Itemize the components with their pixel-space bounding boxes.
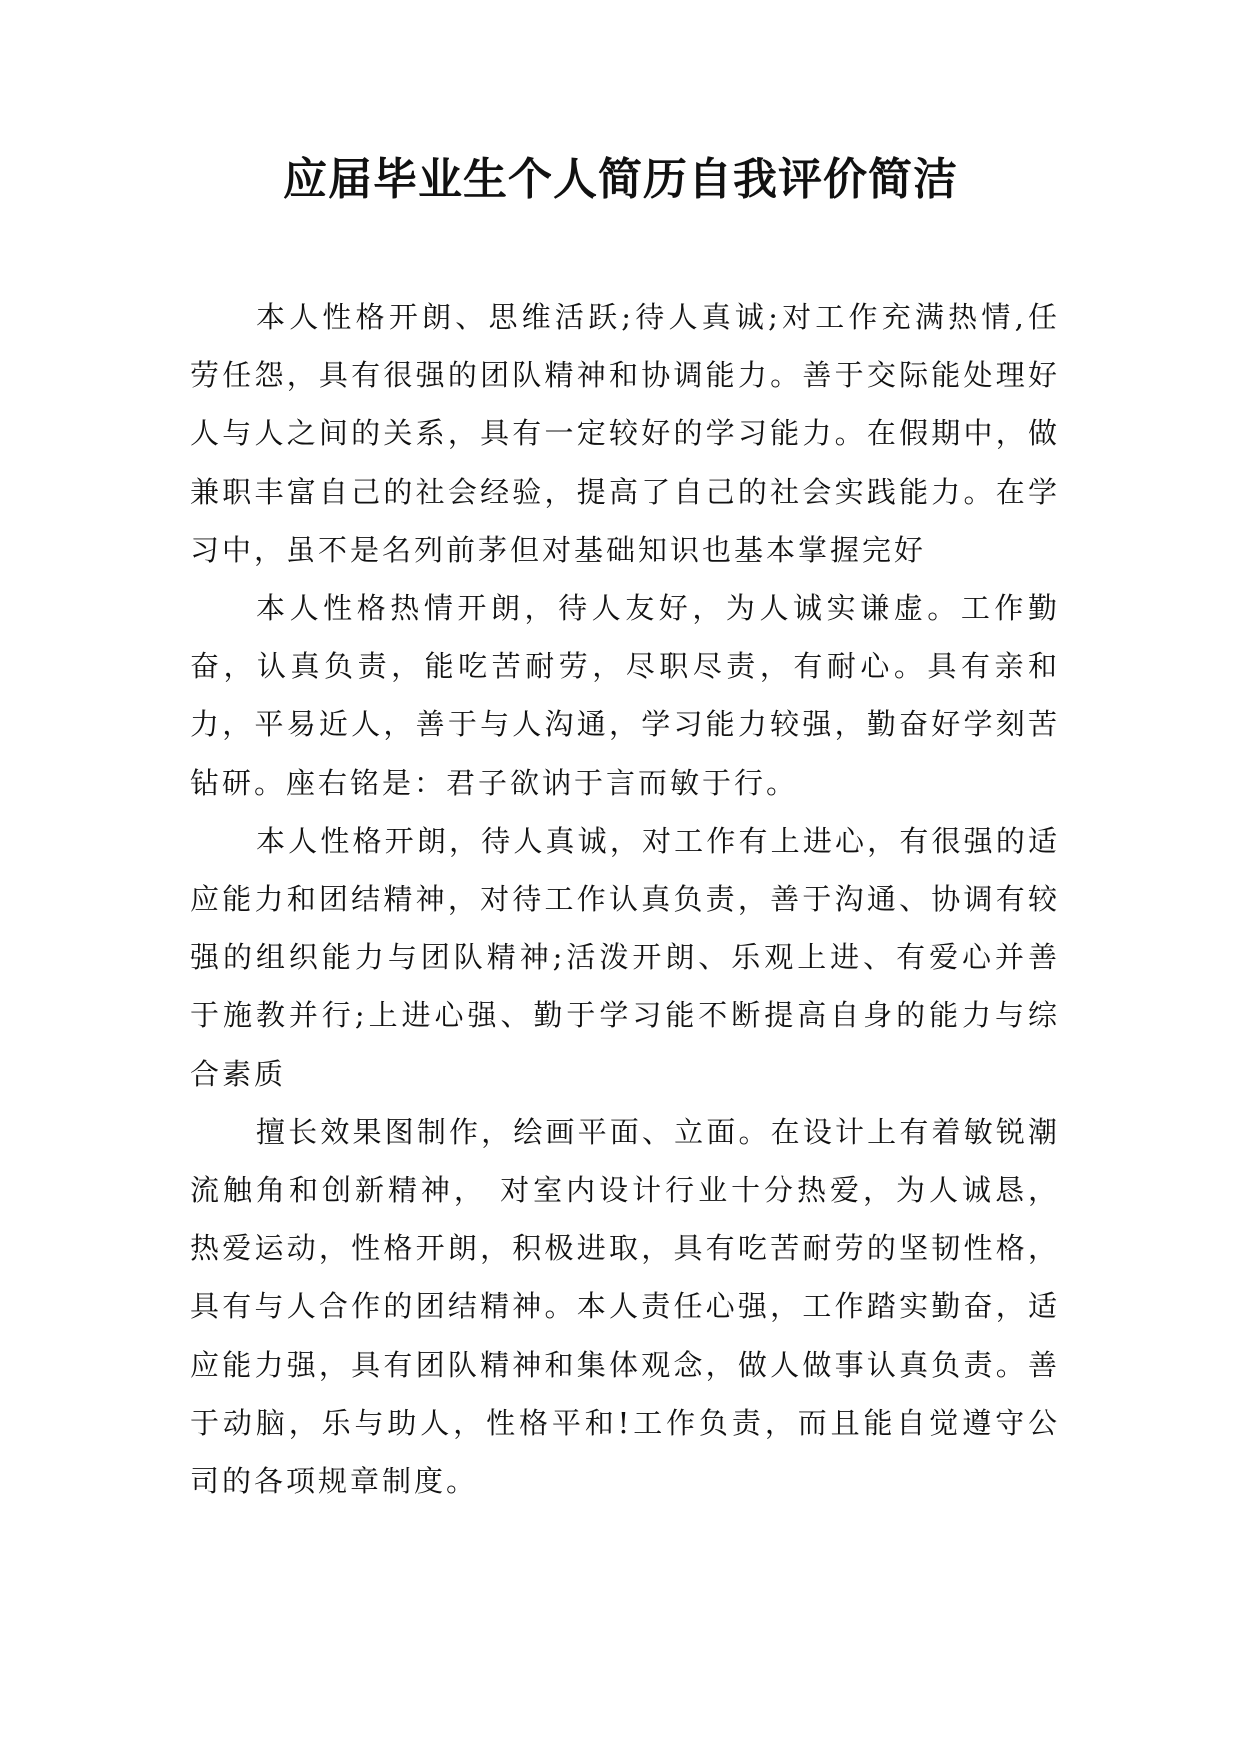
paragraph-1: 本人性格开朗、思维活跃;待人真诚;对工作充满热情,任劳任怨，具有很强的团队精神和协调能力。善于交际能处理好人与人之间的关系，具有一定较好的学习能力。在假期中，做兼职丰富自己的社会经验，提高了自己的社会实践能力。在学习中，虽不是名列前茅但对基础知识也基本掌握完好 — [190, 300, 1060, 567]
document-title: 应届毕业生个人简历自我评价简洁 — [283, 154, 958, 205]
paragraph-3: 本人性格开朗，待人真诚，对工作有上进心，有很强的适应能力和团结精神，对待工作认真负责，善于沟通、协调有较强的组织能力与团队精神;活泼开朗、乐观上进、有爱心并善于施教并行;上进心强、勤于学习能不断提高自身的能力与综合素质 — [190, 823, 1060, 1091]
document-body — [190, 288, 1060, 1510]
paragraph-4: 擅长效果图制作，绘画平面、立面。在设计上有着敏锐潮流触角和创新精神， 对室内设计行业十分热爱，为人诚恳，热爱运动，性格开朗，积极进取，具有吃苦耐劳的坚韧性格，具有与人合作的团结精神。本人责任心强，工作踏实勤奋，适应能力强，具有团队精神和集体观念，做人做事认真负责。善于动脑，乐与助人，性格平和!工作负责，而且能自觉遵守公司的各项规章制度。 — [190, 1114, 1060, 1499]
paragraph-2: 本人性格热情开朗，待人友好，为人诚实谦虚。工作勤奋，认真负责，能吃苦耐劳，尽职尽责，有耐心。具有亲和力，平易近人，善于与人沟通，学习能力较强，勤奋好学刻苦钻研。座右铭是：君子欲讷于言而敏于行。 — [190, 591, 1060, 800]
